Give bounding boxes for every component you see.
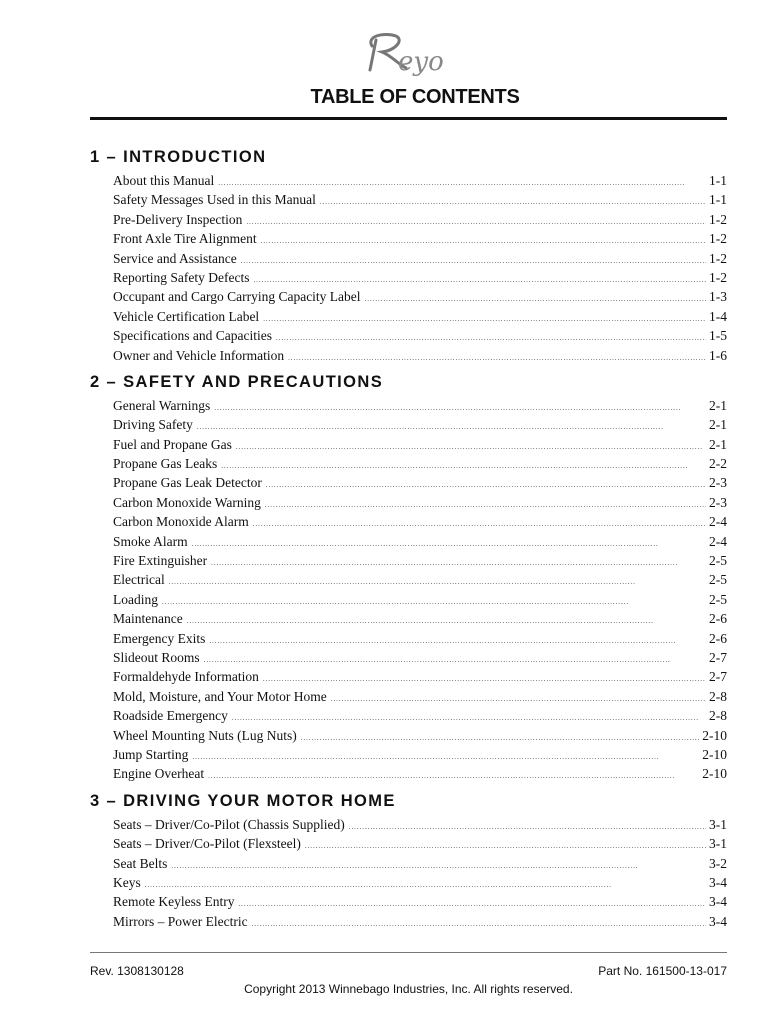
toc-entry[interactable]	[113, 551, 727, 570]
toc-entry[interactable]	[113, 834, 727, 853]
toc-entry[interactable]	[113, 287, 727, 306]
toc-entry-title: Safety Messages Used in this Manual	[113, 192, 316, 208]
toc-entry[interactable]	[113, 493, 727, 512]
toc-entry-title: Smoke Alarm	[113, 533, 188, 549]
toc-entry-title: Keys	[113, 874, 141, 890]
toc-entry[interactable]	[113, 307, 727, 326]
dot-leader	[288, 346, 706, 368]
toc-entry-page: 2-4	[709, 533, 727, 549]
toc-entry-title: Formaldehyde Information	[113, 669, 259, 685]
page-title: TABLE OF CONTENTS	[310, 86, 520, 108]
toc-entry[interactable]	[113, 346, 727, 365]
toc-entry-list	[113, 171, 727, 365]
toc-entry-title: Seats – Driver/Co-Pilot (Flexsteel)	[113, 836, 301, 852]
toc-entry-title: Driving Safety	[113, 417, 193, 433]
toc-entry-title: Specifications and Capacities	[113, 328, 272, 344]
toc-entry[interactable]	[113, 726, 727, 745]
brand-logo	[0, 20, 770, 78]
toc-entry-page: 1-2	[709, 269, 727, 285]
toc-entry-page: 2-8	[709, 708, 727, 724]
toc-entry-page: 1-1	[709, 173, 727, 188]
table-of-contents	[90, 145, 727, 936]
logo-lettering: eyo	[398, 47, 444, 77]
toc-entry-page: 1-1	[709, 192, 727, 208]
toc-entry[interactable]	[113, 815, 727, 834]
toc-section	[90, 145, 727, 365]
toc-section	[90, 789, 727, 931]
toc-entry-title: Electrical	[113, 572, 165, 588]
toc-entry-title: Maintenance	[113, 611, 183, 627]
toc-entry-title: Front Axle Tire Alignment	[113, 231, 257, 247]
toc-entry[interactable]	[113, 512, 727, 531]
toc-entry-title: Mold, Moisture, and Your Motor Home	[113, 688, 327, 704]
toc-entry-title: Mirrors – Power Electric	[113, 913, 248, 929]
toc-entry-title: Seat Belts	[113, 855, 168, 871]
toc-entry[interactable]	[113, 415, 727, 434]
toc-entry[interactable]	[113, 687, 727, 706]
toc-entry-title: Fuel and Propane Gas	[113, 436, 232, 452]
toc-entry-page: 1-6	[709, 347, 727, 363]
toc-entry-page: 2-5	[709, 553, 727, 569]
toc-entry-page: 3-2	[709, 855, 727, 871]
toc-entry-page: 1-2	[709, 211, 727, 227]
toc-entry[interactable]	[113, 435, 727, 454]
toc-entry-title: Jump Starting	[113, 746, 189, 762]
toc-entry[interactable]	[113, 590, 727, 609]
toc-entry-page: 2-6	[709, 611, 727, 627]
toc-entry[interactable]	[113, 229, 727, 248]
toc-entry[interactable]	[113, 667, 727, 686]
toc-entry-title: Fire Extinguisher	[113, 553, 208, 569]
toc-entry-title: About this Manual	[113, 173, 215, 188]
toc-entry-list	[113, 815, 727, 931]
toc-entry[interactable]	[113, 396, 727, 415]
toc-entry[interactable]	[113, 570, 727, 589]
toc-entry-page: 3-1	[709, 816, 727, 832]
toc-entry[interactable]	[113, 764, 727, 783]
toc-entry-page: 2-10	[702, 746, 727, 762]
toc-entry-page: 1-2	[709, 250, 727, 266]
toc-entry[interactable]	[113, 854, 727, 873]
toc-entry-page: 2-2	[709, 456, 727, 472]
toc-entry-page: 3-4	[709, 874, 727, 890]
toc-entry-title: Pre-Delivery Inspection	[113, 211, 243, 227]
section-heading: 2 – SAFETY AND PRECAUTIONS	[90, 372, 384, 391]
toc-entry-title: Remote Keyless Entry	[113, 894, 235, 910]
toc-entry-page: 2-1	[709, 436, 727, 452]
toc-entry-list	[113, 396, 727, 784]
toc-entry[interactable]	[113, 326, 727, 345]
toc-entry-page: 1-4	[709, 308, 727, 324]
dot-leader	[208, 764, 699, 786]
toc-entry-title: Propane Gas Leak Detector	[113, 475, 262, 491]
toc-entry-page: 3-1	[709, 836, 727, 852]
toc-entry-page: 2-8	[709, 688, 727, 704]
toc-entry-page: 1-2	[709, 231, 727, 247]
toc-entry-page: 1-5	[709, 328, 727, 344]
toc-entry[interactable]	[113, 706, 727, 725]
toc-entry[interactable]	[113, 912, 727, 931]
toc-entry-page: 2-5	[709, 572, 727, 588]
toc-entry[interactable]	[113, 473, 727, 492]
toc-entry[interactable]	[113, 745, 727, 764]
toc-entry[interactable]	[113, 249, 727, 268]
toc-entry-title: Slideout Rooms	[113, 649, 200, 665]
toc-entry[interactable]	[113, 609, 727, 628]
toc-entry-page: 2-7	[709, 649, 727, 665]
toc-entry-page: 2-6	[709, 630, 727, 646]
toc-entry[interactable]	[113, 190, 727, 209]
toc-entry-page: 3-4	[709, 913, 727, 929]
reyo-logo-mark	[0, 20, 770, 78]
toc-entry-title: Reporting Safety Defects	[113, 269, 250, 285]
toc-entry-title: Seats – Driver/Co-Pilot (Chassis Supplied)	[113, 816, 345, 832]
dot-leader	[252, 912, 706, 934]
toc-entry-page: 2-3	[709, 494, 727, 510]
toc-entry[interactable]	[113, 892, 727, 911]
toc-entry-page: 2-7	[709, 669, 727, 685]
toc-entry-title: Engine Overheat	[113, 766, 205, 782]
toc-entry-title: Carbon Monoxide Alarm	[113, 514, 249, 530]
toc-entry-title: Owner and Vehicle Information	[113, 347, 285, 363]
toc-entry[interactable]	[113, 873, 727, 892]
toc-entry-title: General Warnings	[113, 397, 211, 413]
toc-entry-page: 3-4	[709, 894, 727, 910]
revision-number: Rev. 1308130128	[90, 964, 184, 978]
toc-entry-title: Vehicle Certification Label	[113, 308, 260, 324]
toc-entry[interactable]	[113, 171, 727, 190]
toc-entry-page: 2-3	[709, 475, 727, 491]
toc-entry-page: 2-4	[709, 514, 727, 530]
toc-entry-title: Roadside Emergency	[113, 708, 228, 724]
title-rule	[90, 117, 727, 120]
footer-rule	[90, 952, 727, 953]
toc-entry-page: 1-3	[709, 289, 727, 305]
toc-entry-title: Emergency Exits	[113, 630, 206, 646]
toc-entry[interactable]	[113, 648, 727, 667]
toc-entry-title: Wheel Mounting Nuts (Lug Nuts)	[113, 727, 297, 743]
toc-entry[interactable]	[113, 629, 727, 648]
toc-entry[interactable]	[113, 532, 727, 551]
toc-entry-title: Carbon Monoxide Warning	[113, 494, 261, 510]
toc-entry-page: 2-10	[702, 766, 727, 782]
toc-entry-title: Loading	[113, 591, 158, 607]
toc-entry-page: 2-1	[709, 397, 727, 413]
toc-entry-page: 2-1	[709, 417, 727, 433]
toc-entry[interactable]	[113, 210, 727, 229]
toc-entry[interactable]	[113, 454, 727, 473]
toc-entry[interactable]	[113, 268, 727, 287]
section-heading: 3 – DRIVING YOUR MOTOR HOME	[90, 791, 396, 810]
copyright-notice: Copyright 2013 Winnebago Industries, Inc. All rights reserved.	[244, 982, 573, 996]
toc-section	[90, 370, 727, 784]
toc-entry-title: Occupant and Cargo Carrying Capacity Label	[113, 289, 361, 305]
toc-entry-page: 2-5	[709, 591, 727, 607]
toc-entry-title: Propane Gas Leaks	[113, 456, 218, 472]
toc-entry-page: 2-10	[702, 727, 727, 743]
section-heading: 1 – INTRODUCTION	[90, 148, 267, 166]
part-number: Part No. 161500-13-017	[598, 964, 727, 978]
toc-entry-title: Service and Assistance	[113, 250, 237, 266]
